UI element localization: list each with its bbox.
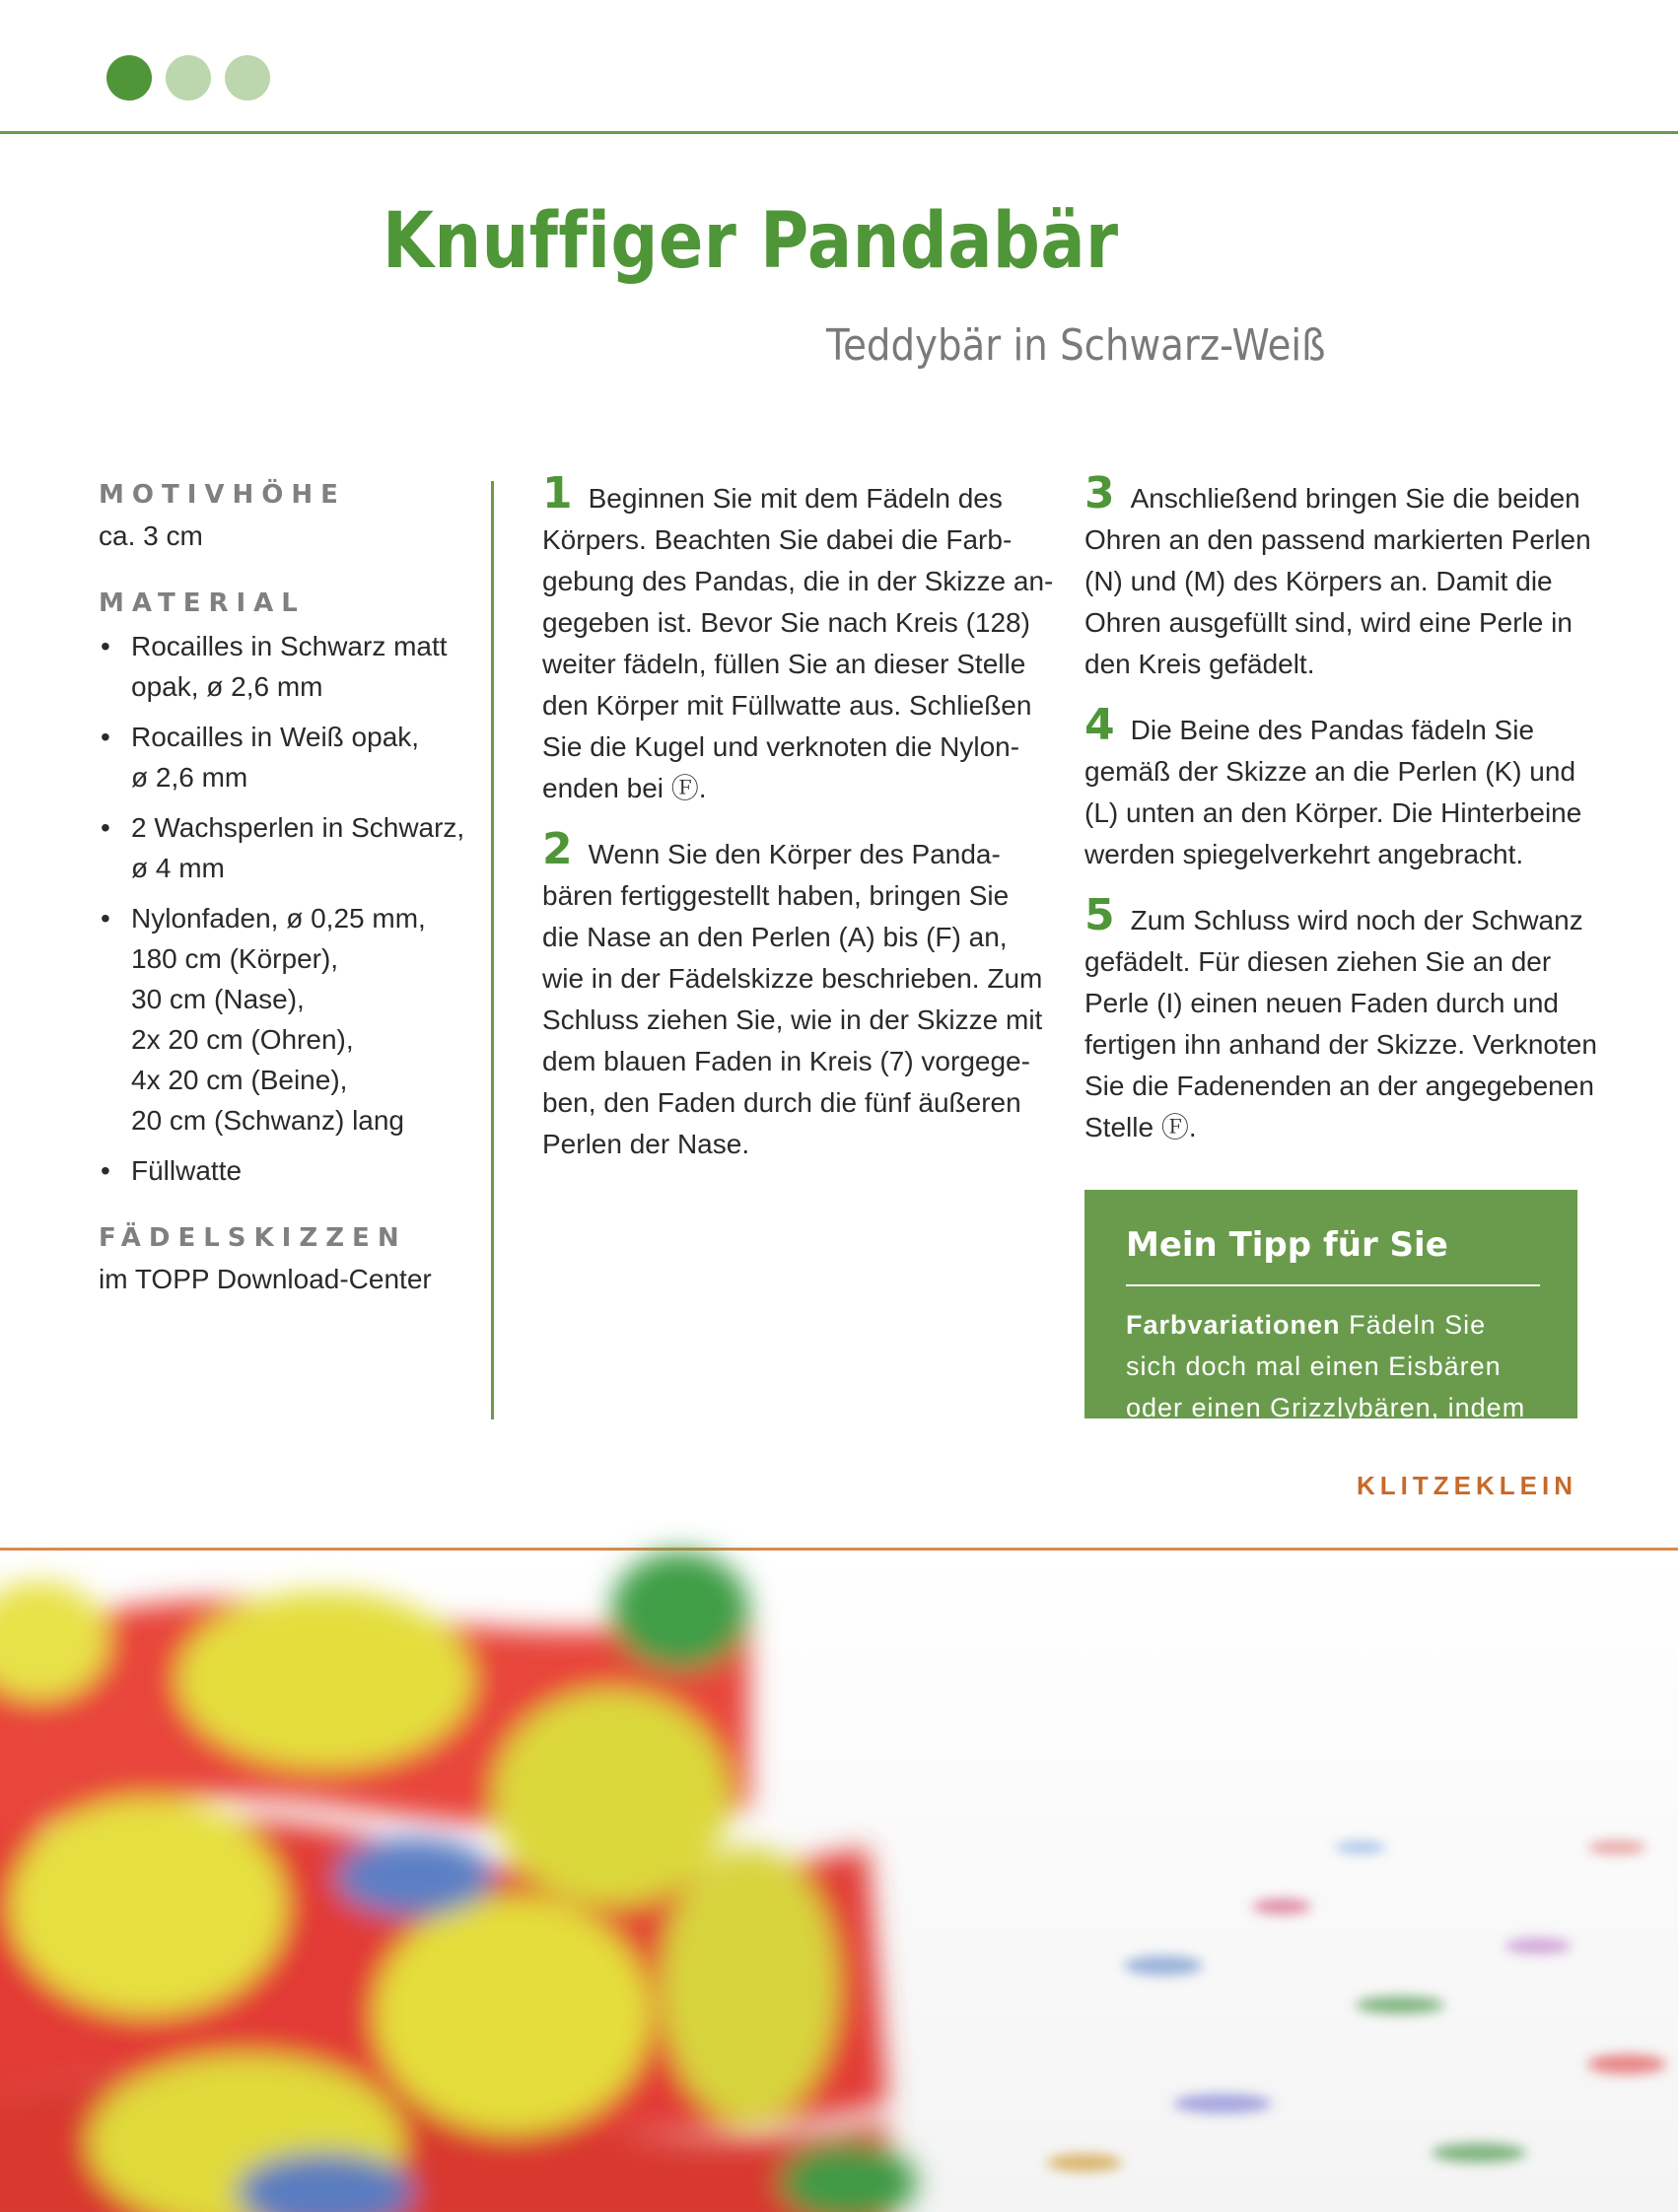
faedelskizzen-heading: FÄDELSKIZZEN [99, 1223, 407, 1253]
material-item-line: • Füllwatte [131, 1155, 243, 1186]
material-item-line: ø 2,6 mm [131, 762, 248, 793]
step-number: 4 [1084, 700, 1115, 750]
step-line [1084, 519, 1591, 561]
step-text-line: Sie die Fadenenden an der angegebenen [1084, 1071, 1594, 1101]
step-text-line: werden spiegelverkehrt angebracht. [1084, 839, 1524, 869]
page-subtitle: Teddybär in Schwarz-Weiß [826, 320, 1326, 371]
step-line [1084, 1066, 1594, 1107]
page-indicator-dots [106, 55, 270, 101]
step-line [542, 644, 1025, 685]
step-line [1084, 1024, 1597, 1066]
material-item-line: 180 cm (Körper), [131, 943, 339, 974]
instruction-step [1084, 468, 1591, 685]
material-item [99, 717, 473, 797]
step-line [1084, 602, 1577, 644]
step-text-line: Die Beine des Pandas fädeln Sie [1130, 715, 1535, 745]
step-text-line: gemäß der Skizze an die Perlen (K) und [1084, 756, 1576, 787]
step-line [542, 1041, 1030, 1082]
step-text-line: gefädelt. Für diesen ziehen Sie an der [1084, 946, 1552, 977]
step-number: 3 [1084, 468, 1115, 518]
material-item-line: • Nylonfaden, ø 0,25 mm, [131, 903, 426, 933]
step-line [542, 1000, 1043, 1041]
step-text-line: Zum Schluss wird noch der Schwanz [1130, 905, 1583, 935]
step-line [1084, 941, 1577, 983]
material-item [99, 1150, 473, 1191]
step-text-line: Körpers. Beachten Sie dabei die Farb- [542, 524, 1013, 555]
material-item [99, 898, 473, 1141]
material-heading: MATERIAL [99, 588, 306, 618]
material-item-line: 2x 20 cm (Ohren), [131, 1024, 354, 1055]
step-line [1084, 751, 1577, 793]
motivhoehe-section [99, 475, 473, 556]
step-text-line: den Körper mit Füllwatte aus. Schließen [542, 690, 1032, 721]
step-text-line: gegeben ist. Bevor Sie nach Kreis (128) [542, 607, 1030, 638]
step-line [542, 824, 1025, 875]
step-line [1084, 1107, 1577, 1148]
material-list [99, 626, 473, 1191]
step-line [542, 468, 1025, 519]
step-text-line: fertigen ihn anhand der Skizze. Verknoten [1084, 1029, 1597, 1060]
blurred-paper-ring-image [0, 1552, 1678, 2212]
material-item-line: 30 cm (Nase), [131, 984, 305, 1014]
footer-divider [0, 1548, 1678, 1551]
material-item-line: • 2 Wachsperlen in Schwarz, [131, 812, 465, 843]
step-text-line: die Nase an den Perlen (A) bis (F) an, [542, 922, 1008, 952]
material-sidebar [99, 475, 473, 1327]
step-text-line: Ohren ausgefüllt sind, wird eine Perle in [1084, 607, 1573, 638]
material-item-line: 4x 20 cm (Beine), [131, 1065, 348, 1095]
step-line [1084, 834, 1577, 875]
step-text-line: weiter fädeln, füllen Sie an dieser Stelle [542, 649, 1026, 679]
step-text-line: gebung des Pandas, die in der Skizze an- [542, 566, 1054, 596]
tip-body [1126, 1304, 1540, 1470]
step-text-line: Schluss ziehen Sie, wie in der Skizze mit [542, 1004, 1043, 1035]
step-line [1084, 983, 1577, 1024]
step-line [542, 1082, 1025, 1124]
step-line [542, 917, 1025, 958]
instructions-column-2 [1084, 468, 1597, 1168]
column-divider [491, 481, 494, 1419]
step-line [1084, 890, 1583, 941]
page-title: Knuffiger Pandabär [383, 197, 1119, 286]
decorative-photo [0, 1552, 1678, 2212]
tip-divider [1126, 1284, 1540, 1286]
step-line [1084, 793, 1582, 834]
material-item-line: ø 4 mm [131, 853, 225, 883]
material-item-line: • Rocailles in Weiß opak, [131, 722, 420, 752]
material-item-line: 20 cm (Schwanz) lang [131, 1105, 405, 1136]
instructions-column-1 [542, 468, 1054, 1185]
step-line [542, 875, 1025, 917]
tip-box [1084, 1190, 1577, 1464]
indicator-dot [225, 55, 270, 101]
step-text-line: Perlen der Nase. [542, 1129, 750, 1159]
material-item-line: • Rocailles in Schwarz matt [131, 631, 448, 661]
instruction-step [1084, 700, 1582, 875]
step-line [542, 768, 1025, 809]
step-text-line: den Kreis gefädelt. [1084, 649, 1315, 679]
step-line [542, 561, 1054, 602]
instruction-step [1084, 890, 1597, 1148]
material-item [99, 626, 473, 707]
step-line [542, 519, 1025, 561]
step-text-line: wie in der Fädelskizze beschrieben. Zum [542, 963, 1043, 994]
step-line [542, 958, 1043, 1000]
step-text-line: ben, den Faden durch die fünf äußeren [542, 1087, 1021, 1118]
section-label: KLITZEKLEIN [1357, 1471, 1577, 1500]
indicator-dot-active [106, 55, 152, 101]
step-text-line: enden bei Ⓕ. [542, 773, 707, 803]
material-item [99, 807, 473, 888]
tip-heading: Mein Tipp für Sie [1126, 1225, 1448, 1265]
step-text-line: bären fertiggestellt haben, bringen Sie [542, 880, 1010, 911]
step-text-line: Wenn Sie den Körper des Panda- [588, 839, 1001, 869]
step-number: 2 [542, 824, 573, 874]
step-number: 1 [542, 468, 573, 518]
faedelskizzen-section [99, 1218, 473, 1299]
material-item-line: opak, ø 2,6 mm [131, 671, 323, 702]
header-divider [0, 131, 1678, 134]
faedelskizzen-value: im TOPP Download-Center [99, 1264, 432, 1294]
material-section [99, 584, 473, 1191]
step-line [542, 1124, 1025, 1165]
step-line [1084, 644, 1577, 685]
step-text-line: (L) unten an den Körper. Die Hinterbeine [1084, 797, 1582, 828]
step-line [1084, 561, 1577, 602]
step-text-line: Anschließend bringen Sie die beiden [1130, 483, 1580, 514]
step-line [542, 602, 1030, 644]
tip-text: Fädeln Sie sich doch mal einen Eisbären oder einen Grizzlybären, indem Sie [1126, 1310, 1526, 1464]
step-text-line: Sie die Kugel und verknoten die Nylon- [542, 731, 1020, 762]
step-line [542, 726, 1025, 768]
instruction-step [542, 468, 1054, 809]
step-number: 5 [1084, 890, 1115, 940]
step-text-line: Beginnen Sie mit dem Fädeln des [588, 483, 1003, 514]
step-text-line: Stelle Ⓕ. [1084, 1112, 1197, 1142]
step-text-line: dem blauen Faden in Kreis (7) vorgege- [542, 1046, 1030, 1076]
step-line [1084, 700, 1577, 751]
motivhoehe-value: ca. 3 cm [99, 520, 203, 551]
instruction-step [542, 824, 1043, 1165]
step-line [542, 685, 1032, 726]
step-line [1084, 468, 1580, 519]
motivhoehe-heading: MOTIVHÖHE [99, 480, 346, 510]
step-text-line: (N) und (M) des Körpers an. Damit die [1084, 566, 1553, 596]
tip-bold-lead: Farbvariationen [1126, 1310, 1341, 1340]
step-text-line: Perle (I) einen neuen Faden durch und [1084, 988, 1559, 1018]
step-text-line: Ohren an den passend markierten Perlen [1084, 524, 1591, 555]
indicator-dot [166, 55, 211, 101]
